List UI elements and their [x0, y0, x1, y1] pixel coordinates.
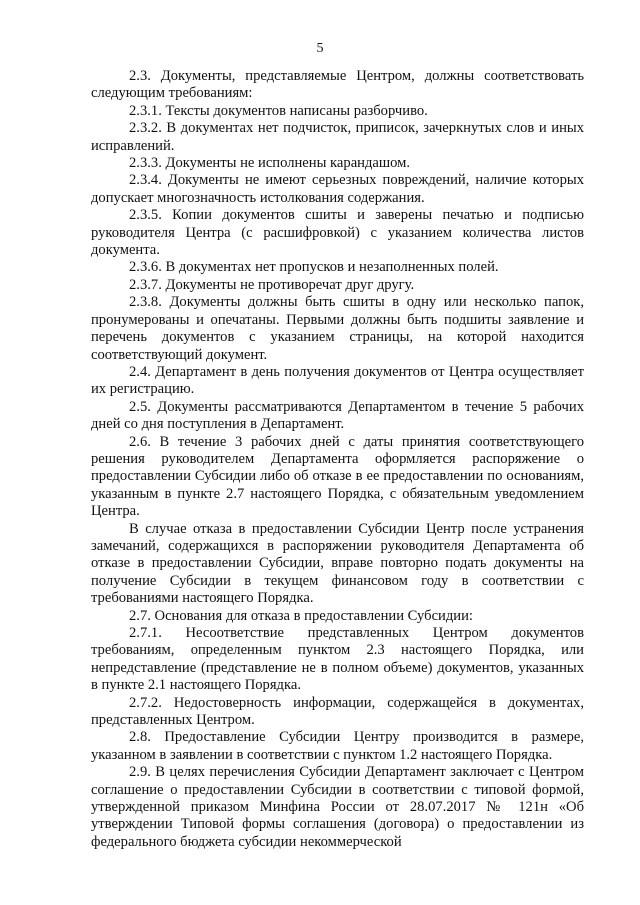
- paragraph-2-3: 2.3. Документы, представляемые Центром, должны соответствовать следующим требованиям:: [91, 68, 584, 102]
- paragraph-2-6: 2.6. В течение 3 рабочих дней с даты принятия соответствующего решения руководителем Департамента оформляется распоряжение о предоставлении Субсидии либо об отказе в ее предоставлении по основаниям, указанным в пункте 2.7 настоящего Порядка, с обязательным уведомлением Центра.: [91, 433, 584, 520]
- paragraph-2-7-2: 2.7.2. Недостоверность информации, содержащейся в документах, представленных Центром.: [91, 694, 584, 729]
- paragraph-2-3-2: 2.3.2. В документах нет подчисток, приписок, зачеркнутых слов и иных исправлений.: [91, 120, 584, 154]
- paragraph-2-6-refusal: В случае отказа в предоставлении Субсидии Центр после устранения замечаний, содержащихся в распоряжении руководителя Департамента об отказе в предоставлении Субсидии, вправе повторно подать документы на получение Субсидии в текущем финансовом году в соответствии с требованиями настоящего Порядка.: [91, 520, 584, 607]
- paragraph-2-5: 2.5. Документы рассматриваются Департаментом в течение 5 рабочих дней со дня поступления в Департамент.: [91, 398, 584, 433]
- paragraph-2-7-1: 2.7.1. Несоответствие представленных Центром документов требованиям, определенным пунктом 2.3 настоящего Порядка, или непредставление (представление не в полном объеме) документов, указанных в пункте 2.1 настоящего Порядка.: [91, 625, 584, 694]
- paragraph-2-3-5: 2.3.5. Копии документов сшиты и заверены печатью и подписью руководителя Центра (с расшифровкой) с указанием количества листов документа.: [91, 207, 584, 259]
- paragraph-2-3-6: 2.3.6. В документах нет пропусков и незаполненных полей.: [129, 259, 499, 276]
- paragraph-2-3-8: 2.3.8. Документы должны быть сшиты в одну или несколько папок, пронумерованы и опечатаны. Первыми должны быть подшиты заявление и перечень документов с указанием страницы, на которой находится соответствующий документ.: [91, 294, 584, 363]
- paragraph-2-3-7: 2.3.7. Документы не противоречат друг другу.: [129, 276, 415, 293]
- paragraph-2-9: 2.9. В целях перечисления Субсидии Департамент заключает с Центром соглашение о предоставлении Субсидии в соответствии с типовой формой, утвержденной приказом Минфина России от 28.07.2017 № 121н «Об утверждении Типовой формы соглашения (договора) о предоставлении из федерального бюджета субсидии некоммерческой: [91, 764, 584, 850]
- paragraph-2-3-4: 2.3.4. Документы не имеют серьезных повреждений, наличие которых допускает многозначность истолкования содержания.: [91, 172, 584, 206]
- paragraph-2-3-1: 2.3.1. Тексты документов написаны разборчиво.: [129, 102, 428, 119]
- paragraph-2-8: 2.8. Предоставление Субсидии Центру производится в размере, указанном в заявлении в соответствии с пунктом 1.2 настоящего Порядка.: [91, 729, 584, 763]
- paragraph-2-3-3: 2.3.3. Документы не исполнены карандашом.: [129, 155, 411, 172]
- paragraph-2-7: 2.7. Основания для отказа в предоставлении Субсидии:: [129, 607, 473, 624]
- page-number: 5: [316, 41, 324, 56]
- document-body: [91, 68, 584, 851]
- paragraph-2-4: 2.4. Департамент в день получения документов от Центра осуществляет их регистрацию.: [91, 363, 584, 398]
